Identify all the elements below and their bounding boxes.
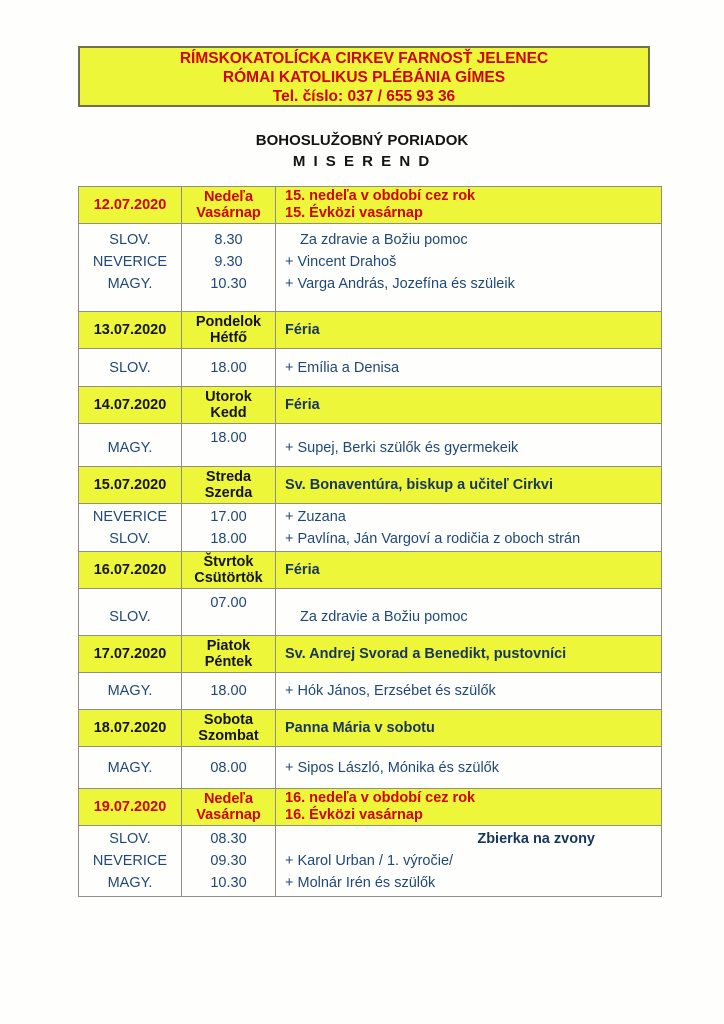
date-cell bbox=[79, 789, 182, 825]
date: 16.07.2020 bbox=[93, 562, 167, 578]
mass-place: SLOV. bbox=[109, 232, 151, 248]
mass-intention: + Vincent Drahoš bbox=[285, 254, 397, 270]
day-name-hu: Szerda bbox=[204, 485, 253, 501]
mass-place: MAGY. bbox=[107, 683, 153, 699]
date-cell bbox=[79, 187, 182, 223]
mass-time: 08.00 bbox=[210, 759, 247, 776]
place-column bbox=[79, 826, 182, 896]
mass-intention: Za zdravie a Božiu pomoc bbox=[300, 609, 468, 625]
feast-line: Panna Mária v sobotu bbox=[285, 719, 435, 736]
title-line-sk: BOHOSLUŽOBNÝ PORIADOK bbox=[255, 132, 469, 149]
day-name-hu: Kedd bbox=[210, 405, 247, 421]
collection-note: Zbierka na zvony bbox=[477, 831, 595, 847]
mass-place: MAGY. bbox=[107, 875, 153, 891]
day-name-sk: Nedeľa bbox=[203, 189, 254, 205]
place-column bbox=[79, 673, 182, 709]
day-name-hu: Péntek bbox=[204, 654, 253, 670]
day-name-hu: Csütörtök bbox=[194, 570, 263, 586]
mass-intention: + Karol Urban / 1. výročie/ bbox=[285, 853, 454, 869]
mass-intention: + Pavlína, Ján Vargoví a rodičia z oboch strán bbox=[285, 530, 581, 547]
mass-rows bbox=[79, 826, 661, 896]
mass-rows bbox=[79, 349, 661, 387]
dayname-cell bbox=[182, 387, 276, 423]
intention-column bbox=[276, 424, 661, 466]
date: 18.07.2020 bbox=[93, 720, 167, 736]
feast-cell bbox=[276, 789, 661, 825]
mass-intention: + Varga András, Jozefína és szüleik bbox=[285, 276, 515, 292]
date: 12.07.2020 bbox=[93, 197, 167, 213]
day-group bbox=[79, 387, 661, 467]
feast-line: 15. nedeľa v období cez rok bbox=[285, 188, 476, 204]
day-header-row bbox=[79, 312, 661, 349]
dayname-cell bbox=[182, 789, 276, 825]
mass-time: 18.00 bbox=[210, 530, 247, 547]
mass-time: 09.30 bbox=[210, 853, 247, 869]
mass-place: SLOV. bbox=[109, 530, 151, 547]
mass-place: NEVERICE bbox=[92, 254, 168, 270]
mass-intention: + Hók János, Erzsébet és szülők bbox=[285, 683, 496, 699]
day-name-sk: Streda bbox=[205, 469, 252, 485]
mass-rows bbox=[79, 747, 661, 789]
mass-time: 8.30 bbox=[214, 232, 243, 248]
mass-time: 10.30 bbox=[210, 875, 247, 891]
mass-rows bbox=[79, 224, 661, 312]
day-name-sk: Štvrtok bbox=[203, 554, 254, 570]
day-group bbox=[79, 710, 661, 789]
date: 13.07.2020 bbox=[93, 322, 167, 338]
day-group bbox=[79, 636, 661, 710]
place-column bbox=[79, 224, 182, 311]
mass-time: 18.00 bbox=[210, 430, 247, 446]
feast-cell bbox=[276, 187, 661, 223]
day-group bbox=[79, 467, 661, 552]
day-group bbox=[79, 187, 661, 312]
feast-line: Sv. Andrej Svorad a Benedikt, pustovníci bbox=[285, 645, 567, 662]
mass-intention: Za zdravie a Božiu pomoc bbox=[300, 232, 468, 248]
mass-time: 18.00 bbox=[210, 359, 247, 376]
feast-cell bbox=[276, 710, 661, 746]
feast-line: 16. nedeľa v období cez rok bbox=[285, 790, 476, 806]
day-header-row bbox=[79, 636, 661, 673]
mass-place: MAGY. bbox=[107, 759, 153, 776]
date-cell bbox=[79, 312, 182, 348]
mass-time: 18.00 bbox=[210, 683, 247, 699]
dayname-cell bbox=[182, 467, 276, 503]
date-cell bbox=[79, 467, 182, 503]
mass-time: 9.30 bbox=[214, 254, 243, 270]
date-cell bbox=[79, 636, 182, 672]
mass-time: 10.30 bbox=[210, 276, 247, 292]
day-header-row bbox=[79, 789, 661, 826]
day-header-row bbox=[79, 387, 661, 424]
schedule-table bbox=[78, 186, 662, 897]
parish-header-box bbox=[78, 46, 650, 107]
mass-intention: + Sipos László, Mónika és szülők bbox=[285, 759, 499, 776]
mass-place: MAGY. bbox=[107, 276, 153, 292]
feast-line: 15. Évközi vasárnap bbox=[285, 205, 423, 221]
day-header-row bbox=[79, 710, 661, 747]
feast-line: Sv. Bonaventúra, biskup a učiteľ Cirkvi bbox=[285, 476, 554, 493]
date: 17.07.2020 bbox=[93, 646, 167, 662]
feast-cell bbox=[276, 467, 661, 503]
intention-column bbox=[276, 589, 661, 635]
date: 15.07.2020 bbox=[93, 477, 167, 493]
dayname-cell bbox=[182, 710, 276, 746]
place-column bbox=[79, 589, 182, 635]
intention-column bbox=[276, 504, 661, 551]
mass-place: NEVERICE bbox=[92, 853, 168, 869]
place-column bbox=[79, 349, 182, 386]
mass-rows bbox=[79, 424, 661, 467]
feast-line: Féria bbox=[285, 396, 320, 413]
feast-line: Féria bbox=[285, 561, 320, 578]
time-column bbox=[182, 589, 276, 635]
day-group bbox=[79, 789, 661, 896]
mass-intention: + Supej, Berki szülők és gyermekeik bbox=[285, 440, 519, 456]
day-header-row bbox=[79, 187, 661, 224]
mass-place: MAGY. bbox=[107, 440, 153, 456]
place-column bbox=[79, 424, 182, 466]
mass-rows bbox=[79, 589, 661, 636]
feast-cell bbox=[276, 312, 661, 348]
mass-time: 08.30 bbox=[210, 831, 247, 847]
mass-time: 07.00 bbox=[210, 595, 247, 611]
time-column bbox=[182, 424, 276, 466]
day-name-hu: Vasárnap bbox=[196, 807, 261, 823]
day-name-sk: Piatok bbox=[206, 638, 251, 654]
day-name-sk: Sobota bbox=[203, 712, 254, 728]
feast-cell bbox=[276, 552, 661, 588]
day-group bbox=[79, 552, 661, 636]
time-column bbox=[182, 747, 276, 788]
day-name-sk: Utorok bbox=[205, 389, 252, 405]
date-cell bbox=[79, 387, 182, 423]
intention-column bbox=[276, 224, 661, 311]
time-column bbox=[182, 673, 276, 709]
time-column bbox=[182, 349, 276, 386]
dayname-cell bbox=[182, 312, 276, 348]
date: 14.07.2020 bbox=[93, 397, 167, 413]
feast-line: 16. Évközi vasárnap bbox=[285, 807, 423, 823]
feast-line: Féria bbox=[285, 321, 320, 338]
mass-intention: + Molnár Irén és szülők bbox=[285, 875, 436, 891]
mass-place: NEVERICE bbox=[92, 508, 168, 525]
day-name-hu: Hétfő bbox=[209, 330, 248, 346]
dayname-cell bbox=[182, 636, 276, 672]
day-name-sk: Pondelok bbox=[195, 314, 262, 330]
feast-cell bbox=[276, 387, 661, 423]
mass-rows bbox=[79, 504, 661, 552]
parish-name-hu: RÓMAI KATOLIKUS PLÉBÁNIA GÍMES bbox=[222, 69, 506, 86]
date-cell bbox=[79, 710, 182, 746]
mass-intention: + Emília a Denisa bbox=[285, 359, 400, 376]
intention-column bbox=[276, 826, 661, 896]
mass-place: SLOV. bbox=[109, 609, 151, 625]
place-column bbox=[79, 747, 182, 788]
intention-column bbox=[276, 747, 661, 788]
feast-cell bbox=[276, 636, 661, 672]
mass-rows bbox=[79, 673, 661, 710]
dayname-cell bbox=[182, 552, 276, 588]
parish-phone: Tel. číslo: 037 / 655 93 36 bbox=[272, 88, 456, 105]
mass-place: SLOV. bbox=[109, 359, 151, 376]
date-cell bbox=[79, 552, 182, 588]
mass-time: 17.00 bbox=[210, 508, 247, 525]
mass-intention: + Zuzana bbox=[285, 508, 346, 525]
intention-column bbox=[276, 349, 661, 386]
intention-column bbox=[276, 673, 661, 709]
time-column bbox=[182, 504, 276, 551]
time-column bbox=[182, 224, 276, 311]
day-group bbox=[79, 312, 661, 387]
date: 19.07.2020 bbox=[93, 799, 167, 815]
place-column bbox=[79, 504, 182, 551]
day-name-hu: Szombat bbox=[198, 728, 259, 744]
dayname-cell bbox=[182, 187, 276, 223]
document-title bbox=[0, 130, 724, 172]
day-name-sk: Nedeľa bbox=[203, 791, 254, 807]
day-name-hu: Vasárnap bbox=[196, 205, 261, 221]
day-header-row bbox=[79, 552, 661, 589]
day-header-row bbox=[79, 467, 661, 504]
time-column bbox=[182, 826, 276, 896]
title-line-hu: M I S E R E N D bbox=[292, 153, 432, 170]
parish-name-sk: RÍMSKOKATOLÍCKA CIRKEV FARNOSŤ JELENEC bbox=[179, 50, 549, 67]
mass-place: SLOV. bbox=[109, 831, 151, 847]
